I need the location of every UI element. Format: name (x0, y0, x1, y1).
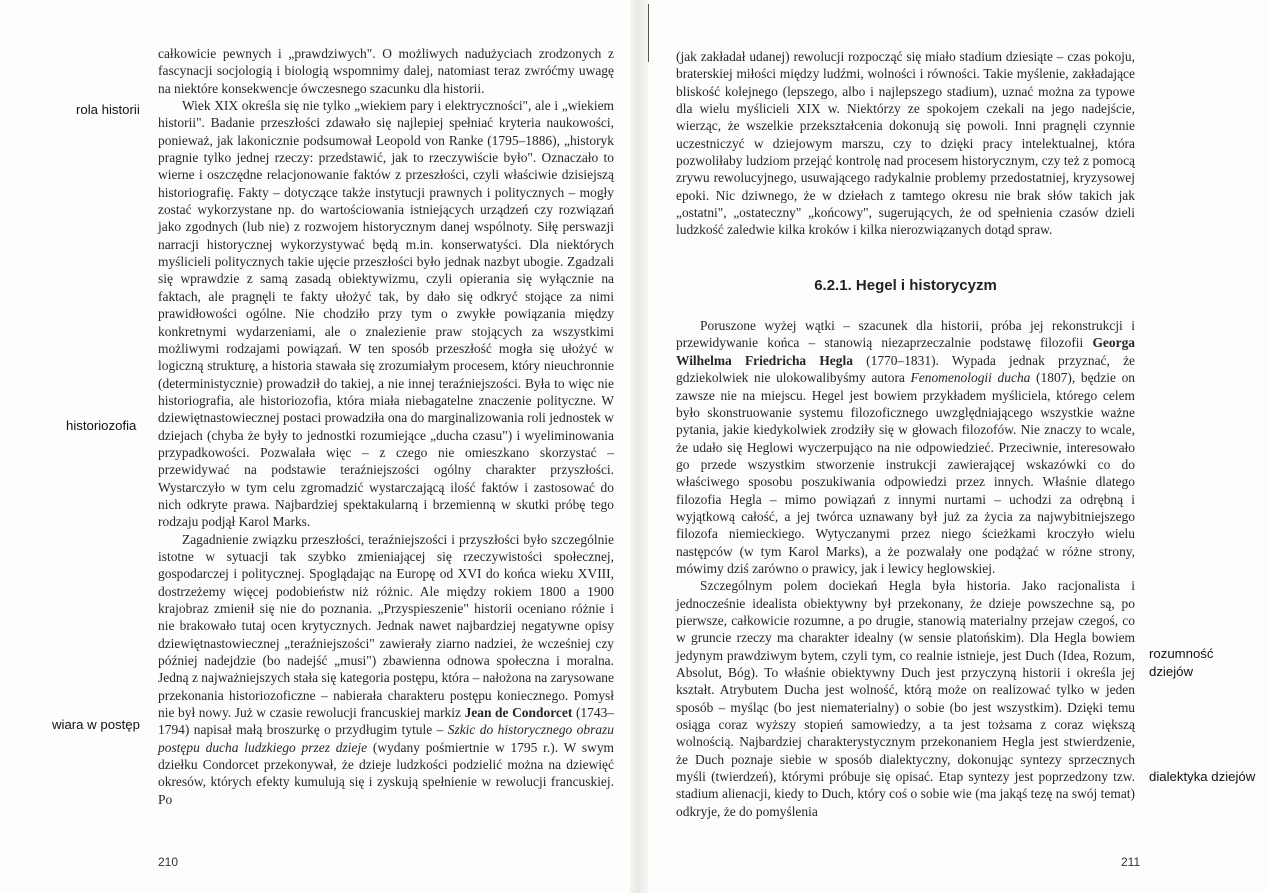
page-number-right: 211 (1121, 855, 1141, 869)
right-text-column (676, 48, 1135, 820)
margin-note-rola-historii: rola historii (76, 102, 140, 117)
text-run: (1770–1831). Wypada jednak przyznać, że gdziekolwiek nie ulokowalibyśmy autora (676, 352, 1135, 386)
person-name-condorcet: Jean de Condorcet (464, 705, 573, 721)
margin-note-rozumnosc-dziejow: rozumność dziejów (1149, 646, 1214, 679)
paragraph: całkowicie pewnych i „prawdziwych". O możliwych nadużyciach zrodzonych z fascynacji socjologią i biologią wspomnimy dalej, natomiast teraz zwróćmy uwagę na niektóre konsekwencje ówczesnego szacunku dla historii. (158, 46, 614, 96)
section-heading: 6.2.1. Hegel i historycyzm (814, 276, 997, 294)
paragraph: Szczególnym polem dociekań Hegla była historia. Jako racjonalista i jednocześnie idealista obiektywny był przekonany, że dzieje powszechne są, po pierwsze, całkowicie rozumne, a po drugie, stanowią materialny przejaw czegoś, co w gruncie rzeczy ma charakter idealny (w sensie platońskim). Dla Hegla bowiem jedynym prawdziwym bytem, czyli tym, co realnie istnieje, jest Duch (Idea, Rozum, Absolut, Bóg). To właśnie obiektywny Duch jest przyczyną historii i określa jej kształt. Atrybutem Ducha jest wolność, którą może on realizować tylko w jeden sposób – myśląc (bo jest niematerialny) o sobie (bo jest wszystkim). Dzięki temu osiąga coraz wyższy stopień samowiedzy, a ta jest tożsama z coraz większą wolnością. Najbardziej charakterystycznym przekonaniem Hegla jest stwierdzenie, że Duch poznaje siebie w sposób dialektyczny, dokonując syntezy sprzecznych myśli (twierdzeń), którymi próbuje się opisać. Etap syntezy jest poprzedzony tzw. stadium alienacji, kiedy to Duch, który coś o sobie wie (ma jakąś tezę na swój temat) odkryje, że do pomyślenia (676, 578, 1135, 819)
left-page (0, 0, 630, 893)
book-gutter (630, 0, 648, 893)
paragraph: (jak zakładał udanej) rewolucji rozpocząć się miało stadium dziesiąte – czas pokoju, braterskiej miłości między ludźmi, wolności i równości. Takie myślenie, zakładające bliskość kolejnego (lepszego, albo i najlepszego stadium), uznać można za typowe dla wielu myślicieli XIX w. Niektórzy ze spokojem czekali na jego nadejście, wierząc, że wszelkie przekształcenia dokonują się powoli. Inni pragnęli czynnie uczestniczyć w dziejowym marszu, czy to dzięki pracy intelektualnej, która pozwoliłaby ludziom przejąć kontrolę nad procesem historycznym, czy też z pomocą zrywu rewolucyjnego, usuwającego radykalnie problemy przedostatniej, kryzysowej epoki. Nic dziwnego, że w dziełach z tamtego okresu nie brak słów takich jak „ostatni", „ostateczny" „końcowy", sugerujących, że od spełnienia czasów dzieli ludzkość zaledwie kilka kroków i kilka nierozwiązanych dotąd spraw. (676, 49, 1135, 238)
paragraph (158, 531, 614, 809)
text-run: (wydany pośmiertnie w 1795 r.). W swym dziełku Condorcet przekonywał, że dzieje ludzkości podzielić można na dziewięć okresów, których efekty kumulują się i zyskują spełnienie w rewolucji francuskiej. Po (158, 739, 614, 807)
margin-note-dialektyka-dziejow: dialektyka dziejów (1149, 769, 1256, 784)
paragraph (676, 317, 1135, 577)
right-page (649, 0, 1267, 893)
book-title-szkic: Szkic do historycznego obrazu postępu ducha ludzkiego przez dzieje (158, 722, 614, 755)
paragraph: Wiek XIX określa się nie tylko „wiekiem pary i elektryczności", ale i „wiekiem historii". Badanie przeszłości zdawało się najlepiej spełniać kryteria naukowości, ponieważ, jak lakonicznie podsumował Leopold von Ranke (1795–1886), „historyk pragnie tylko jednej rzeczy: przedstawić, jak to rzeczywiście było". Oznaczało to wierne i oszczędne relacjonowanie faktów z przeszłości, czyli właściwie dzisiejszą historiografię. Fakty – dotyczące także instytucji prawnych i politycznych – mogły zostać wykorzystane np. do wartościowania istniejących urządzeń czy rozwiązań jako zgodnych (lub nie) z rozwojem historycznym danej wspólnoty. Siłę perswazji narracji historycznej wykorzystywać będą m.in. konserwatyści. Dla niektórych myślicieli politycznych takie ujęcie przeszłości było jednak nazbyt ubogie. Zgadzali się wprawdzie z samą zasadą obiektywizmu, czyli opierania się wyłącznie na faktach, ale pragnęli te fakty ułożyć tak, by dało się odkryć stojące za nimi prawidłowości ogólne. Nie chodziło przy tym o zwykłe powiązania między konkretnymi wydarzeniami, ale o znalezienie praw stojących za wszystkimi możliwymi rodzajami powiązań. W ten sposób przeszłość mogła się ułożyć w logiczną strukturę, a historia stawała się zrozumiałym procesem, który nieuchronnie (deterministycznie) prowadził do takiej, a nie innej teraźniejszości. Była to więc nie historiografia, ale historiozofia, która miała niebagatelne znaczenie polityczne. W dziewiętnastowiecznej postaci prowadziła ona do marginalizowania roli jednostek w dziejach (chyba że były to jednostki rozumiejące „ducha czasu") i wyeliminowania przypadkowości. Pozwalała więc – z czego nie omieszkano skorzystać – przewidywać na podstawie teraźniejszości ogólny charakter przyszłości. Wystarczyło w tym celu zgromadzić wystarczającą ilość faktów i zastosować do nich odkryte prawa. Najbardziej spektakularną i brzemienną w skutki próbę tego rodzaju podjął Karol Marks. (158, 98, 614, 530)
book-title-fenomenologia: Fenomenologii ducha (910, 370, 1031, 386)
page-number-left: 210 (158, 855, 179, 869)
person-name-hegel: Georga Wilhelma Friedricha Hegla (676, 335, 1136, 368)
text-run: (1743–1794) napisał małą broszurkę o przydługim tytule – (158, 705, 615, 738)
left-text-column (158, 45, 614, 808)
margin-note-wiara-w-postep: wiara w postęp (52, 717, 140, 732)
text-run: Zagadnienie związku przeszłości, teraźniejszości i przyszłości było szczególnie istotne w sytuacji tak szybko zmieniającej się rzeczywistości społecznej, gospodarczej i politycznej. Spoglądając na Europę od XVI do końca wieku XVIII, dostrzeżemy więcej podobieństw niż różnic. Ale między rokiem 1800 a 1900 krajobraz zmienił się nie do poznania. „Przyspieszenie" historii oceniano różnie i nie brakowało tutaj ocen krytycznych. Jednak nawet najbardziej negatywne opisy dziewiętnastowiecznej „teraźniejszości" zawierały ziarno nadziei, że wcześniej czy później nadejdzie (bo nadejść „musi") zbawienna odnowa społeczna i moralna. Jedną z najważniejszych stała się kategoria postępu, która – nałożona na zarysowane przekonania historiozoficzne – nabierała charakteru postępu koniecznego. Pomysł nie był nowy. Już w czasie rewolucji francuskiej markiz (158, 531, 614, 721)
margin-note-historiozofia: historiozofia (66, 418, 137, 433)
text-run: (1807), będzie on zawsze nie na miejscu. Hegel jest bowiem przykładem myśliciela, którego celem było skonstruowanie systemu filozoficznego uwzględniającego wszystkie ważne pytania, jakie kiedykolwiek zrodziły się w głowach filozofów. Nie znaczy to wcale, że udało się Heglowi wyczerpująco na nie odpowiedzieć. Przeciwnie, interesowało go przede wszystkim stworzenie instrukcji zawierającej wskazówki co do właściwego sposobu poszukiwania odpowiedzi przez innych. Właśnie dlatego filozofia Hegla – mimo powiązań z innymi nurtami – uchodzi za odrębną i wyjątkową całość, a jej twórca uznawany był już za życia za najwybitniejszego filozofa niemieckiego. Wytyczanymi przez niego ścieżkami kroczyło wielu następców (w tym Karol Marks), a że pozwalały one podążać w różne strony, mówimy dziś zarówno o prawicy, jak i lewicy heglowskiej. (676, 370, 1136, 576)
text-run: Poruszone wyżej wątki – szacunek dla historii, próba jej rekonstrukcji i przewidywanie końca – stanowią niezaprzeczalnie podstawę filozofii (676, 318, 1135, 351)
